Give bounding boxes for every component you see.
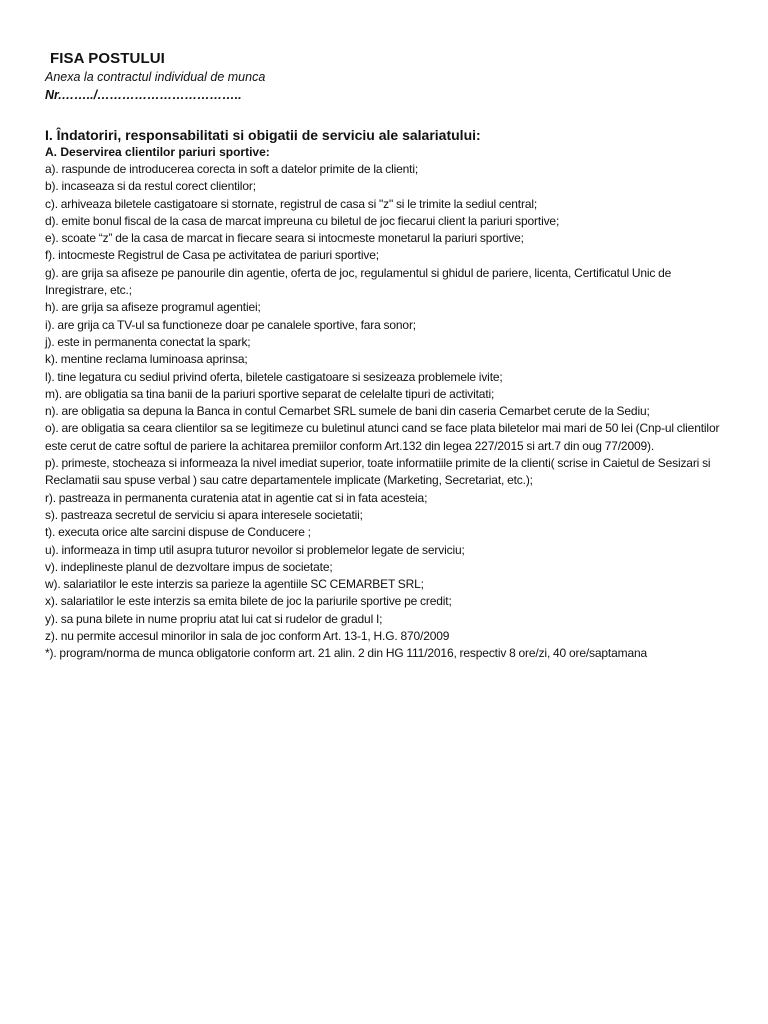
- duty-item-a: a). raspunde de introducerea corecta in soft a datelor primite de la clienti;: [45, 162, 419, 176]
- duty-item-e: e). scoate “z” de la casa de marcat in fiecare seara si intocmeste monetarul la pariuri sportive;: [45, 231, 524, 246]
- duty-item-v: v). indeplineste planul de dezvoltare impus de societate;: [45, 559, 333, 574]
- duty-item-k: k). mentine reclama luminoasa aprinsa;: [45, 352, 248, 367]
- duty-item-c: c). arhiveaza biletele castigatoare si stornate, registrul de casa si "z" si le trimite la sediul central;: [45, 196, 538, 211]
- document-number-line: Nr.……../……………………………..: [45, 88, 242, 102]
- duty-item-i: i). are grija ca TV-ul sa functioneze doar pe canalele sportive, fara sonor;: [45, 317, 416, 332]
- duty-item-u: u). informeaza in timp util asupra tuturor nevoilor si problemelor legate de serviciu;: [45, 542, 465, 557]
- section-heading: I. Îndatoriri, responsabilitati si obigatii de serviciu ale salariatului:: [45, 127, 481, 143]
- duty-item-y: y). sa puna bilete in nume propriu atat lui cat si rudelor de gradul I;: [45, 611, 383, 626]
- duty-item-t: t). executa orice alte sarcini dispuse de Conducere ;: [45, 525, 311, 540]
- duty-item-o: o). are obligatia sa ceara clientilor sa se legitimeze cu buletinul atunci cand se face plata biletelor mai mari de 50 lei (Cnp-ul clientilor este cerut de catre softul de pariere la achitarea premiilor conform Art.132 din legea 227/2015 si art.7 din oug 77/2009).: [45, 421, 720, 453]
- duty-item-n: n). are obligatia sa depuna la Banca in contul Cemarbet SRL sumele de bani din caseria Cemarbet cerute de la Sediu;: [45, 404, 650, 419]
- duty-item-l: l). tine legatura cu sediul privind oferta, biletele castigatoare si sesizeaza problemele ivite;: [45, 369, 503, 384]
- duty-item-s: s). pastreaza secretul de serviciu si apara interesele societatii;: [45, 507, 363, 522]
- duties-section: [45, 127, 735, 663]
- duty-item-f: f). intocmeste Registrul de Casa pe activitatea de pariuri sportive;: [45, 248, 379, 263]
- duty-item-w: w). salariatilor le este interzis sa parieze la agentiile SC CEMARBET SRL;: [45, 577, 424, 592]
- duty-item-h: h). are grija sa afiseze programul agentiei;: [45, 300, 261, 315]
- duty-item-p: p). primeste, stocheaza si informeaza la nivel imediat superior, toate informatiile primite de la clienti( scrise in Caietul de Sesizari si Reclamatii sau spuse verbal ) sau catre departamentele implicate (Marketing, Secretariat, etc.);: [45, 456, 711, 488]
- duty-item-x: x). salariatilor le este interzis sa emita bilete de joc la pariurile sportive pe credit;: [45, 594, 452, 609]
- duties-list: [45, 161, 735, 663]
- duty-item-d: d). emite bonul fiscal de la casa de marcat impreuna cu biletul de joc fiecarui client la pariuri sportive;: [45, 213, 560, 228]
- annex-subtitle: Anexa la contractul individual de munca: [45, 70, 266, 84]
- duty-item-g: g). are grija sa afiseze pe panourile din agentie, oferta de joc, regulamentul si ghidul de pariere, licenta, Certificatul Unic de Inregistrare, etc.;: [45, 265, 672, 298]
- document-title: FISA POSTULUI: [50, 50, 165, 67]
- duty-item-b: b). incaseaza si da restul corect clientilor;: [45, 179, 256, 194]
- duty-item-schedule: *). program/norma de munca obligatorie conform art. 21 alin. 2 din HG 111/2016, respectiv 8 ore/zi, 40 ore/saptamana: [45, 646, 648, 661]
- subsection-heading: A. Deservirea clientilor pariuri sportive:: [45, 145, 270, 159]
- duty-item-j: j). este in permanenta conectat la spark;: [45, 334, 251, 349]
- duty-item-m: m). are obligatia sa tina banii de la pariuri sportive separat de celelalte tipuri de activitati;: [45, 386, 495, 401]
- duty-item-r: r). pastreaza in permanenta curatenia atat in agentie cat si in fata acesteia;: [45, 490, 428, 505]
- duty-item-z: z). nu permite accesul minorilor in sala de joc conform Art. 13-1, H.G. 870/2009: [45, 629, 450, 644]
